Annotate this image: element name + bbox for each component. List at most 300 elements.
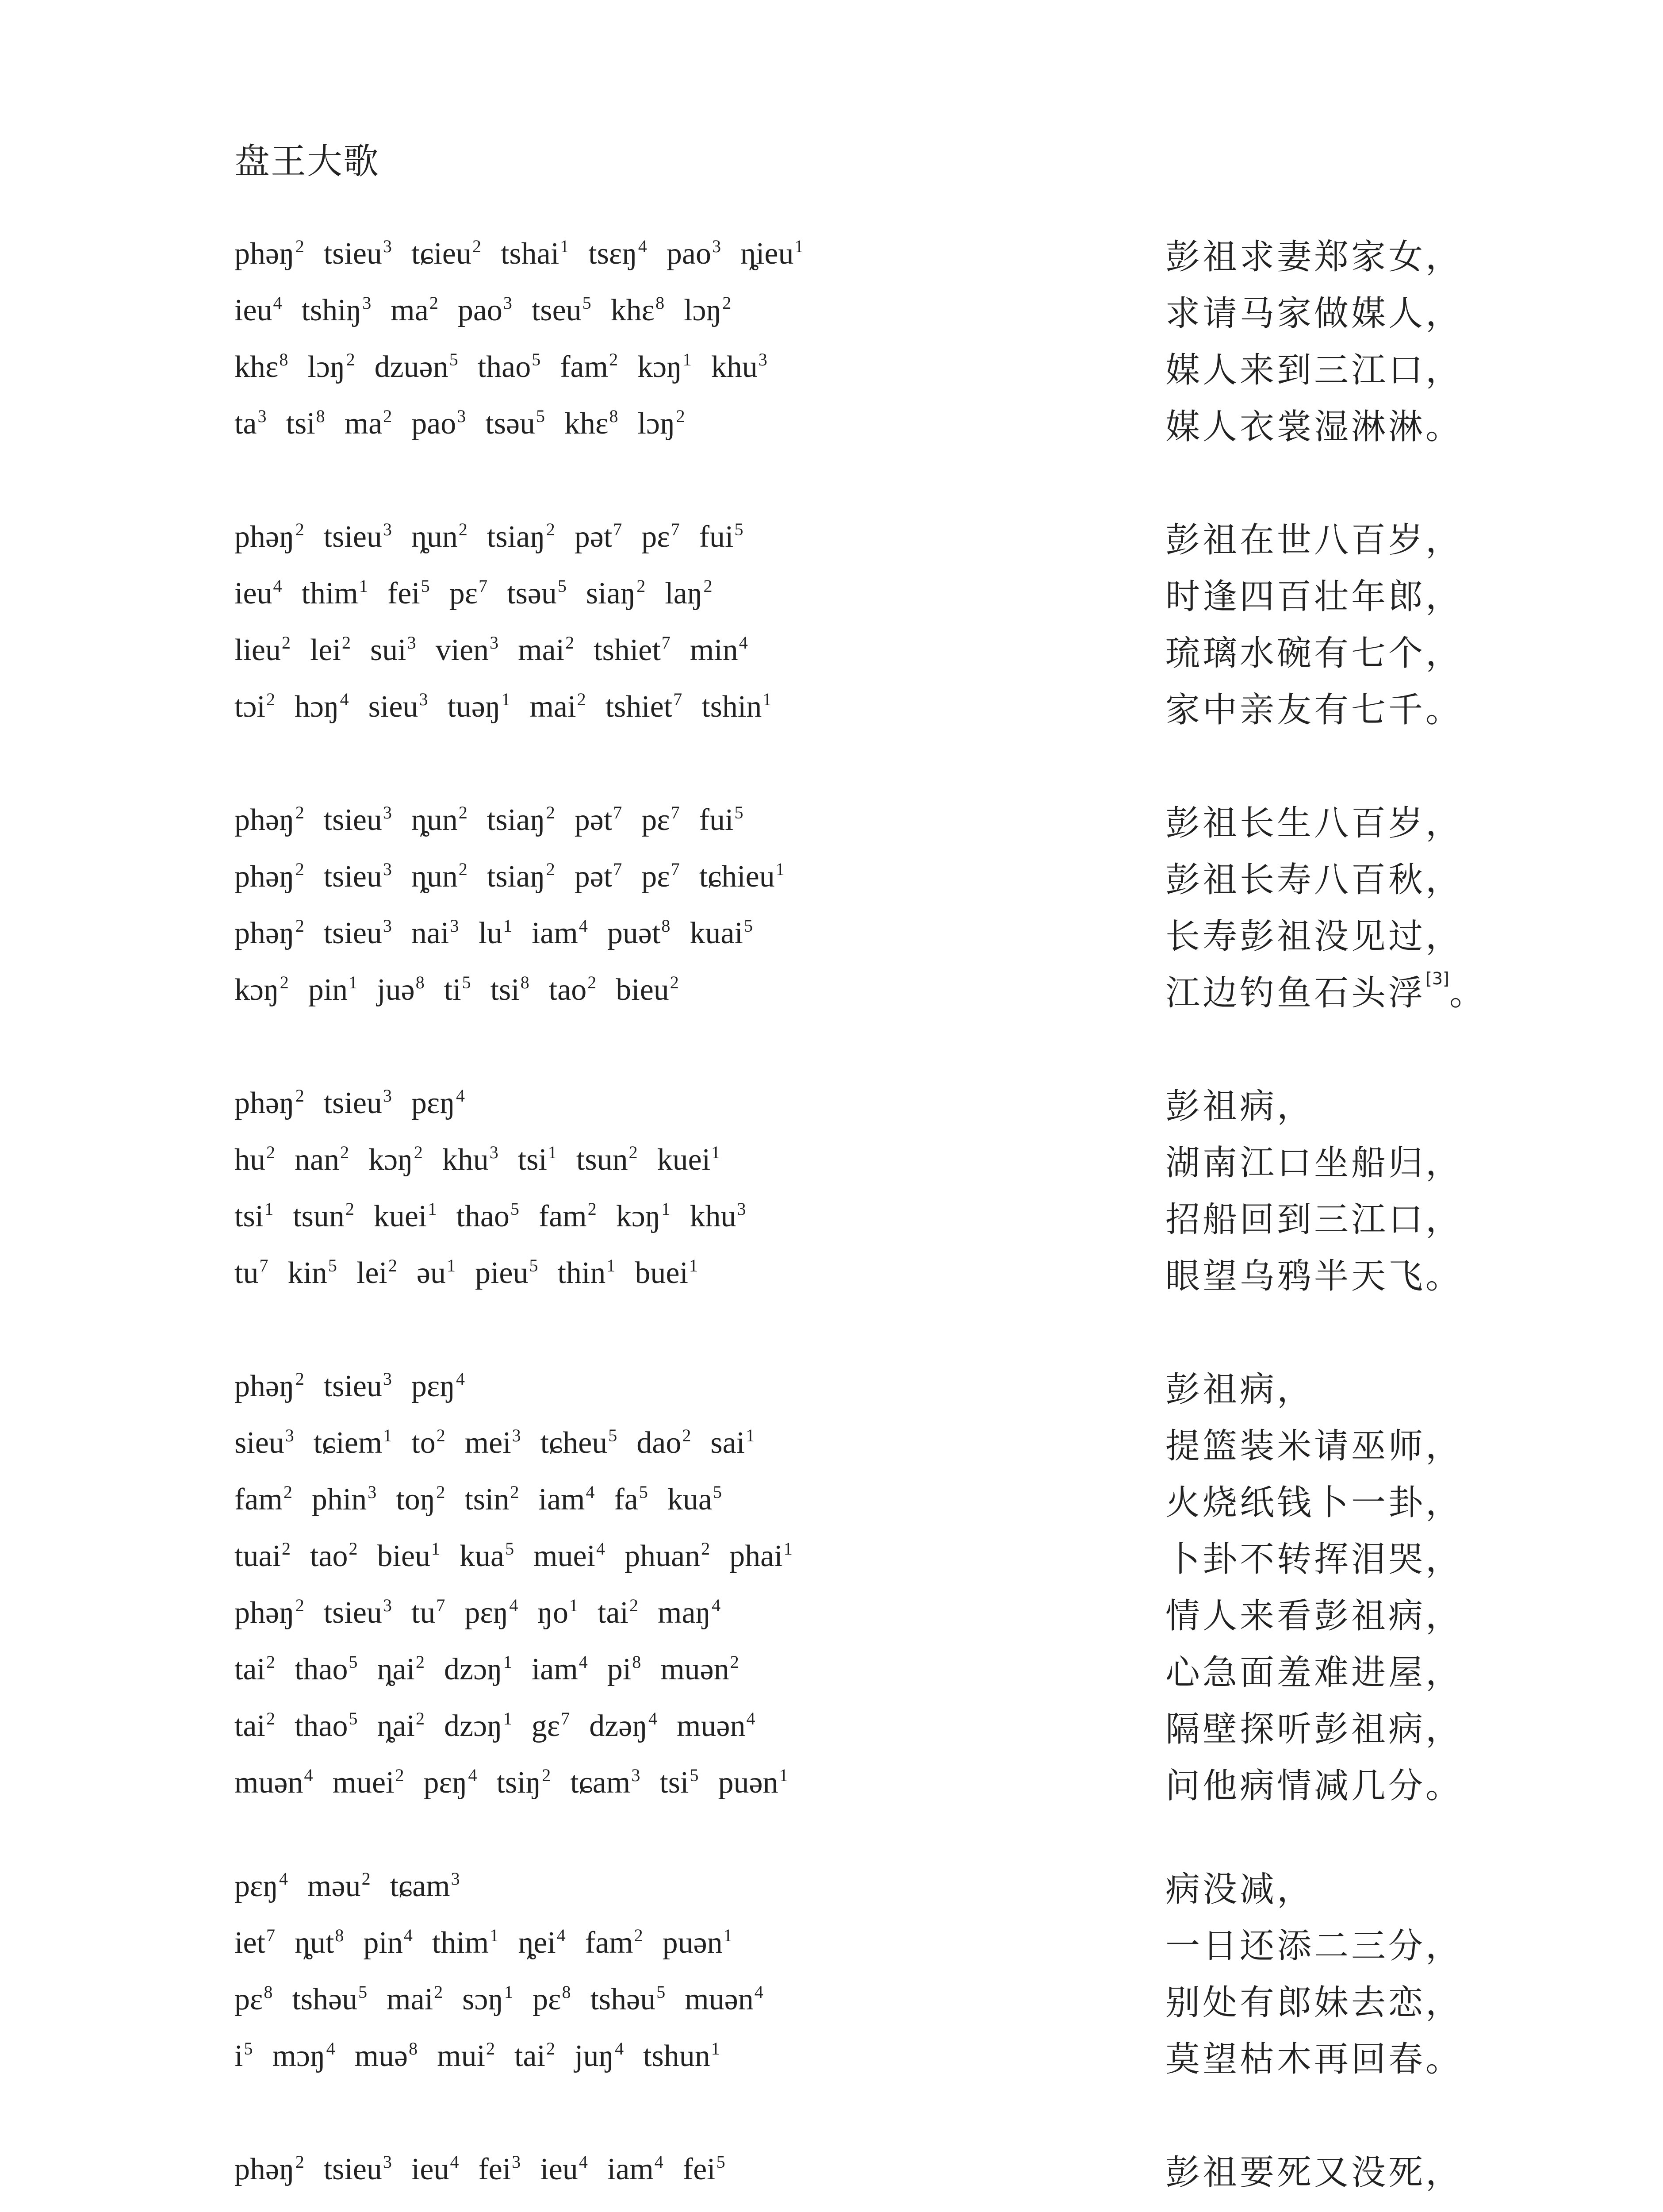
syllable <box>625 1539 710 1574</box>
syllable-base: muə <box>354 2039 408 2073</box>
syllable <box>432 1925 498 1961</box>
verse-line <box>0 1755 1663 1811</box>
syllable-base: tshun <box>643 2039 710 2073</box>
syllable <box>501 236 569 272</box>
tone-number: 2 <box>609 349 618 369</box>
translation-text: 求请马家做媒人， <box>1165 294 1463 334</box>
chinese-translation <box>1165 565 1463 622</box>
syllable-base: pɛŋ <box>423 1766 467 1800</box>
chinese-translation <box>1165 282 1463 339</box>
syllable-base: pɛ <box>533 1982 561 2016</box>
chinese-translation <box>1165 339 1463 396</box>
verse-line <box>0 1245 1663 1302</box>
tone-number: 1 <box>763 689 772 709</box>
tone-number: 2 <box>295 519 304 539</box>
tone-number: 4 <box>273 293 282 313</box>
tone-number: 7 <box>613 859 622 879</box>
syllable-base: phəŋ <box>234 803 295 837</box>
syllable-base: phəŋ <box>234 520 295 554</box>
syllable <box>557 1256 615 1291</box>
syllable <box>324 1086 392 1121</box>
syllable <box>564 406 618 442</box>
syllable <box>575 803 622 838</box>
syllable <box>540 2152 588 2187</box>
syllable <box>637 406 685 442</box>
syllable-base: sai <box>710 1426 745 1460</box>
syllable-base: fei <box>387 576 420 611</box>
syllable <box>449 576 487 611</box>
chinese-translation <box>1165 1188 1463 1245</box>
phonetic-transcription <box>234 1245 1031 1302</box>
tone-number: 1 <box>359 576 368 596</box>
syllable-base: fam <box>585 1926 633 1960</box>
syllable-base: tɕhieu <box>699 860 775 894</box>
syllable <box>411 519 467 555</box>
chinese-translation <box>1165 679 1463 735</box>
syllable <box>690 633 748 668</box>
chinese-translation <box>1165 1755 1463 1811</box>
tone-number: 3 <box>737 1199 746 1219</box>
syllable-base: phin <box>311 1482 367 1517</box>
syllable <box>690 1199 746 1234</box>
tone-number: 1 <box>682 349 692 369</box>
tone-number: 3 <box>451 1869 460 1889</box>
chinese-translation <box>1165 1075 1314 1132</box>
syllable-base: lieu <box>234 633 281 667</box>
syllable <box>377 1709 425 1744</box>
stanza <box>0 1075 1663 1302</box>
syllable-base: muən <box>685 1982 754 2016</box>
syllable-base: mui <box>437 2039 486 2073</box>
syllable-base: phəŋ <box>234 860 295 894</box>
syllable-base: khu <box>690 1199 736 1233</box>
syllable <box>234 859 304 895</box>
verse-line <box>0 2028 1663 2085</box>
tone-number: 7 <box>671 519 680 539</box>
syllable <box>377 972 425 1008</box>
tone-number: 1 <box>711 1142 720 1162</box>
syllable <box>295 1142 349 1178</box>
syllable-base: vien <box>435 633 489 667</box>
syllable <box>234 916 304 951</box>
syllable-base: pət <box>574 803 613 837</box>
tone-number: 3 <box>457 406 466 426</box>
phonetic-transcription <box>234 792 1031 849</box>
syllable-base: bieu <box>377 1539 431 1573</box>
syllable <box>658 1595 720 1631</box>
tone-number: 2 <box>295 916 304 936</box>
translation-text: 火烧纸钱卜一卦， <box>1165 1483 1463 1523</box>
syllable-base: tɕam <box>390 1869 450 1903</box>
syllable-base: dzəŋ <box>589 1709 648 1743</box>
syllable-base: fui <box>699 520 734 554</box>
syllable <box>375 349 458 385</box>
tone-number: 2 <box>436 1482 445 1502</box>
tone-number: 2 <box>434 1982 443 2002</box>
phonetic-transcription <box>234 396 1031 452</box>
footnote-marker: [3] <box>1425 969 1449 988</box>
syllable-base: hu <box>234 1143 265 1177</box>
syllable-base: tɕiem <box>313 1426 383 1460</box>
stanza <box>0 2141 1663 2198</box>
syllable-base: pɛ <box>641 520 670 554</box>
syllable <box>292 1982 367 2017</box>
chinese-translation <box>1165 792 1463 849</box>
tone-number: 2 <box>361 1869 371 1889</box>
syllable-base: tshiŋ <box>301 293 362 327</box>
syllable-base: gɛ <box>531 1709 560 1743</box>
tone-number: 4 <box>739 633 748 653</box>
syllable <box>234 236 304 272</box>
chinese-translation <box>1165 1641 1463 1698</box>
phonetic-transcription <box>234 1415 1031 1471</box>
syllable <box>234 1869 288 1904</box>
chinese-translation <box>1165 1415 1463 1471</box>
syllable-base: tsiaŋ <box>487 803 545 837</box>
syllable <box>641 803 679 838</box>
tone-number: 2 <box>701 1539 710 1559</box>
tone-number: 7 <box>479 576 488 596</box>
syllable <box>683 2152 725 2187</box>
tone-number: 3 <box>631 1765 640 1785</box>
verse-line <box>0 396 1663 452</box>
syllable <box>447 689 510 725</box>
syllable <box>370 633 416 668</box>
syllable <box>324 519 392 555</box>
tone-number: 5 <box>713 1482 722 1502</box>
syllable-base: tsi <box>517 1143 547 1177</box>
verse-line <box>0 339 1663 396</box>
tone-number: 2 <box>546 859 555 879</box>
syllable-base: tsieu <box>323 1086 382 1120</box>
syllable <box>234 1982 272 2017</box>
syllable-base: pin <box>363 1926 403 1960</box>
syllable-base: pɛŋ <box>411 1086 455 1120</box>
tone-number: 2 <box>634 1925 643 1945</box>
tone-number: 5 <box>328 1256 337 1275</box>
tone-number: 3 <box>490 633 499 653</box>
stanza <box>0 1358 1663 1811</box>
tone-number: 4 <box>509 1595 518 1615</box>
tone-number: 7 <box>661 633 671 653</box>
syllable <box>487 803 555 838</box>
tone-number: 2 <box>345 1199 354 1219</box>
translation-text: 家中亲友有七千。 <box>1165 690 1463 730</box>
syllable-base: pɛŋ <box>464 1596 509 1630</box>
tone-number: 4 <box>579 2152 588 2172</box>
syllable-base: tsiŋ <box>496 1766 541 1800</box>
tone-number: 2 <box>295 2152 304 2172</box>
tone-number: 8 <box>562 1982 571 2002</box>
syllable-base: fam <box>234 1482 283 1517</box>
syllable-base: kuei <box>657 1143 711 1177</box>
syllable <box>411 1369 465 1404</box>
syllable <box>616 972 679 1008</box>
syllable <box>295 1652 358 1687</box>
chinese-translation <box>1165 1132 1463 1188</box>
chinese-translation <box>1165 905 1463 962</box>
syllable <box>533 1539 605 1574</box>
tone-number: 4 <box>456 1369 465 1389</box>
tone-number: 4 <box>403 1925 413 1945</box>
syllable-base: mɔŋ <box>272 2039 326 2073</box>
syllable-base: ŋo <box>537 1596 569 1630</box>
tone-number: 7 <box>613 803 622 822</box>
tone-number: 2 <box>349 1539 358 1559</box>
phonetic-transcription <box>234 565 1031 622</box>
tone-number: 1 <box>548 1142 557 1162</box>
chinese-translation <box>1165 1585 1463 1641</box>
syllable-base: kɔŋ <box>637 350 682 384</box>
syllable-base: kɔŋ <box>234 973 279 1007</box>
tone-number: 2 <box>295 1595 304 1615</box>
tone-number: 1 <box>503 1709 512 1728</box>
tone-number: 3 <box>383 1369 392 1389</box>
translation-text: 眼望乌鸦半天飞。 <box>1165 1256 1463 1296</box>
syllable <box>363 1925 412 1961</box>
syllable-base: mei <box>464 1426 511 1460</box>
syllable <box>539 1199 597 1234</box>
syllable <box>560 349 618 385</box>
tone-number: 2 <box>703 576 713 596</box>
syllable <box>355 2039 418 2074</box>
syllable <box>458 293 512 328</box>
chinese-translation <box>1165 509 1463 565</box>
syllable <box>667 236 721 272</box>
tone-number: 2 <box>565 633 575 653</box>
syllable <box>302 293 372 328</box>
syllable <box>475 1256 538 1291</box>
syllable-base: tshiet <box>594 633 661 667</box>
syllable <box>589 1709 657 1744</box>
tone-number: 2 <box>629 1595 638 1615</box>
syllable-base: tsi <box>286 407 315 441</box>
tone-number: 2 <box>281 633 291 653</box>
syllable-base: ȵun <box>411 803 458 837</box>
syllable-base: thin <box>557 1256 606 1290</box>
syllable-base: siaŋ <box>586 576 636 611</box>
syllable <box>387 576 430 611</box>
phonetic-transcription <box>234 339 1031 396</box>
syllable-base: tsieu <box>323 520 382 554</box>
tone-number: 2 <box>266 1709 275 1728</box>
syllable <box>272 2039 335 2074</box>
translation-text: 一日还添二三分， <box>1165 1926 1463 1966</box>
tone-number: 5 <box>536 406 545 426</box>
syllable-base: tao <box>548 973 587 1007</box>
tone-number: 4 <box>304 1765 313 1785</box>
syllable-base: dzɔŋ <box>444 1709 502 1743</box>
syllable <box>437 2039 495 2074</box>
syllable-base: sieu <box>368 690 418 724</box>
verse-line <box>0 226 1663 282</box>
verse-line <box>0 849 1663 905</box>
syllable <box>295 1709 358 1744</box>
syllable <box>497 1765 551 1801</box>
tone-number: 2 <box>414 1142 423 1162</box>
syllable <box>444 1709 512 1744</box>
tone-number: 5 <box>582 293 591 313</box>
syllable-base: məu <box>307 1869 361 1903</box>
syllable <box>333 1765 404 1801</box>
syllable-base: kuai <box>690 916 743 950</box>
syllable-base: iet <box>234 1926 265 1960</box>
syllable <box>396 1482 445 1517</box>
tone-number: 4 <box>326 2039 335 2058</box>
phonetic-transcription <box>234 1641 1031 1698</box>
tone-number: 2 <box>722 293 732 313</box>
syllable <box>234 1595 304 1631</box>
syllable-base: sieu <box>234 1426 284 1460</box>
syllable-base: pɛŋ <box>411 1369 455 1403</box>
tone-number: 7 <box>613 519 622 539</box>
syllable-base: kua <box>460 1539 505 1573</box>
tone-number: 2 <box>295 1086 304 1106</box>
syllable <box>411 1595 445 1631</box>
tone-number: 2 <box>383 406 392 426</box>
translation-text: 时逢四百壮年郎， <box>1165 577 1463 617</box>
tone-number: 8 <box>415 972 425 992</box>
syllable <box>424 1765 477 1801</box>
syllable-base: tai <box>234 1709 265 1743</box>
tone-number: 8 <box>409 2039 418 2058</box>
syllable-base: pao <box>457 293 502 327</box>
tone-number: 2 <box>429 293 438 313</box>
tone-number: 2 <box>730 1652 739 1672</box>
tone-number: 2 <box>341 633 351 653</box>
tone-number: 1 <box>503 1652 512 1672</box>
syllable <box>234 1256 268 1291</box>
syllable-base: kin <box>287 1256 327 1290</box>
syllable <box>518 1142 557 1178</box>
syllable-base: tsi <box>234 1199 264 1233</box>
syllable <box>699 519 743 555</box>
syllable-base: puən <box>662 1926 723 1960</box>
tone-number: 1 <box>431 1539 441 1559</box>
phonetic-transcription <box>234 1471 1031 1528</box>
translation-text: 江边钓鱼石头浮 <box>1165 973 1426 1013</box>
syllable <box>324 916 392 951</box>
stanza <box>0 226 1663 452</box>
syllable-base: fam <box>538 1199 587 1233</box>
phonetic-transcription <box>234 2028 1031 2085</box>
tone-number: 2 <box>486 2039 495 2058</box>
syllable <box>607 1652 641 1687</box>
stanza <box>0 1858 1663 2085</box>
tone-number: 7 <box>259 1256 268 1275</box>
tone-number: 3 <box>285 1425 294 1445</box>
syllable-base: thao <box>294 1652 348 1686</box>
syllable <box>532 1652 588 1687</box>
tone-number: 1 <box>560 236 569 256</box>
tone-number: 4 <box>712 1595 721 1615</box>
tone-number: 1 <box>383 1425 392 1445</box>
syllable <box>464 1595 518 1631</box>
syllable-base: tuəŋ <box>447 690 501 724</box>
syllable-base: lɔŋ <box>307 350 345 384</box>
syllable <box>540 1425 617 1461</box>
syllable <box>607 916 671 951</box>
verse-line <box>0 679 1663 735</box>
syllable-base: min <box>690 633 738 667</box>
syllable-base: iam <box>531 916 578 950</box>
syllable <box>302 576 368 611</box>
syllable-base: tsəu <box>507 576 557 611</box>
chinese-translation <box>1165 1358 1314 1415</box>
tone-number: 3 <box>512 1425 521 1445</box>
tone-number: 2 <box>340 1142 349 1162</box>
syllable <box>391 293 438 328</box>
tone-number: 1 <box>428 1199 437 1219</box>
translation-text: 彭祖在世八百岁， <box>1165 520 1463 560</box>
syllable-base: phəŋ <box>234 1369 295 1403</box>
syllable-base: dzɔŋ <box>444 1652 502 1686</box>
syllable <box>234 293 282 328</box>
tone-number: 4 <box>615 2039 624 2058</box>
tone-number: 1 <box>711 2039 720 2058</box>
syllable <box>711 349 767 385</box>
tone-number: 4 <box>273 576 282 596</box>
syllable <box>478 2152 521 2187</box>
syllable <box>677 1709 755 1744</box>
verse-line <box>0 1858 1663 1915</box>
syllable <box>442 1142 498 1178</box>
tone-number: 5 <box>532 349 541 369</box>
syllable-base: phəŋ <box>234 1086 295 1120</box>
syllable-base: muei <box>332 1766 395 1800</box>
tone-number: 4 <box>654 2152 663 2172</box>
syllable-base: lu <box>478 916 502 950</box>
syllable-base: tɔi <box>234 690 265 724</box>
syllable-base: tsi <box>490 973 520 1007</box>
syllable-base: tseu <box>531 293 582 327</box>
tone-number: 8 <box>279 349 288 369</box>
translation-text: 心急面羞难进屋， <box>1165 1653 1463 1693</box>
syllable-base: tsɛŋ <box>588 237 637 271</box>
syllable-base: nan <box>295 1143 340 1177</box>
syllable-base: pɛ <box>641 803 670 837</box>
tone-number: 2 <box>458 519 467 539</box>
syllable <box>699 859 785 895</box>
tone-number: 2 <box>542 1765 551 1785</box>
syllable-base: laŋ <box>665 576 703 611</box>
tone-number: 1 <box>606 1256 616 1275</box>
tone-number: 2 <box>266 689 275 709</box>
tone-number: 1 <box>349 972 358 992</box>
syllable <box>234 633 291 668</box>
syllable <box>507 576 567 611</box>
tone-number: 4 <box>468 1765 477 1785</box>
syllable <box>478 349 541 385</box>
tone-number: 2 <box>388 1256 397 1275</box>
syllable-base: tsieu <box>323 916 382 950</box>
syllable <box>324 236 392 272</box>
tone-number: 5 <box>529 1256 538 1275</box>
tone-number: 2 <box>281 1539 291 1559</box>
tone-number: 8 <box>655 293 665 313</box>
verse-line <box>0 792 1663 849</box>
tone-number: 2 <box>676 406 685 426</box>
syllable-base: tai <box>598 1596 628 1630</box>
syllable <box>663 1925 732 1961</box>
syllable <box>377 1652 425 1687</box>
syllable <box>575 859 622 895</box>
syllable <box>411 916 459 951</box>
syllable-base: mai <box>387 1982 433 2016</box>
tone-number: 3 <box>383 1086 392 1106</box>
tone-number: 7 <box>561 1709 570 1728</box>
tone-number: 3 <box>758 349 767 369</box>
